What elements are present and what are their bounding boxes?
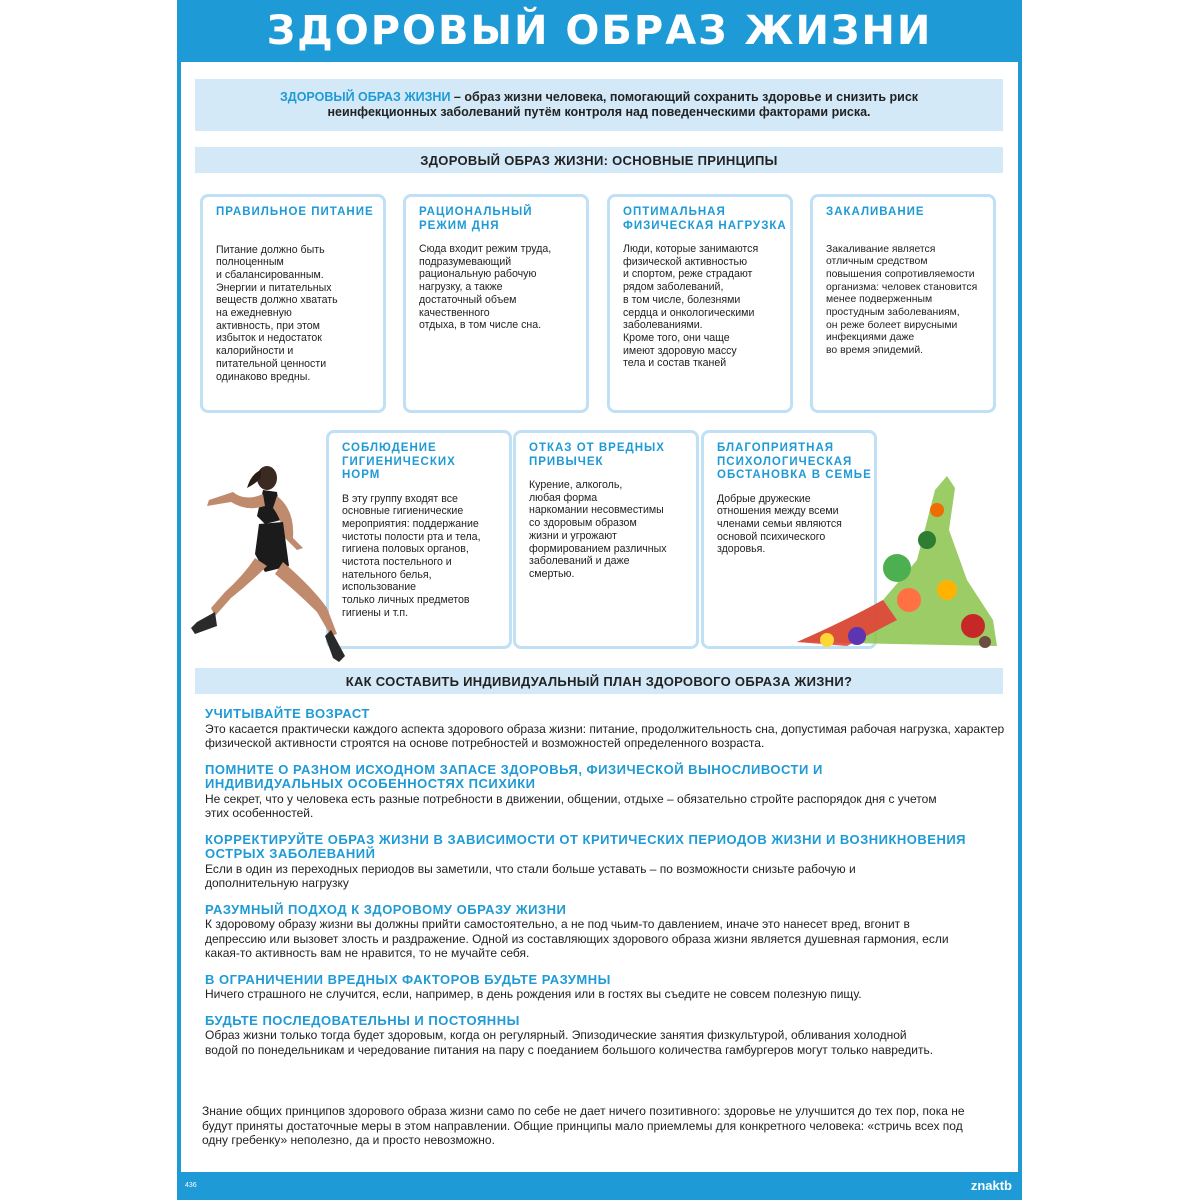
principles-header: ЗДОРОВЫЙ ОБРАЗ ЖИЗНИ: ОСНОВНЫЕ ПРИНЦИПЫ xyxy=(195,147,1003,173)
principle-title: СОБЛЮДЕНИЕ ГИГИЕНИЧЕСКИХ НОРМ xyxy=(342,442,456,481)
plan-item-title: В ОГРАНИЧЕНИИ ВРЕДНЫХ ФАКТОРОВ БУДЬТЕ РАЗУМНЫ xyxy=(205,971,611,987)
definition-text: – образ жизни человека, помогающий сохранить здоровье и снизить риск неинфекционных заболеваний путём контроля над поведенческими факторами риска. xyxy=(327,90,919,119)
plan-item-text: Это касается практически каждого аспекта здорового образа жизни: питание, продолжительность сна, допустимая рабочая нагрузка, характер физической активности строятся на основе потребностей и возможностей определенного возраста. xyxy=(205,721,1005,750)
vegetable-yoga-illustration xyxy=(787,470,1002,650)
principle-card-nutrition xyxy=(200,194,386,413)
plan-item-title: РАЗУМНЫЙ ПОДХОД К ЗДОРОВОМУ ОБРАЗУ ЖИЗНИ xyxy=(205,901,567,917)
principle-text: Курение, алкоголь, любая форма наркомании несовместимы со здоровым образом жизни и угрожают формированием различных заболеваний и даже смертью. xyxy=(529,479,667,580)
principle-title: ПРАВИЛЬНОЕ ПИТАНИЕ xyxy=(216,206,374,218)
plan-item xyxy=(205,973,1005,1002)
plan-item-text: Если в один из переходных периодов вы заметили, что стали больше уставать – по возможности снизьте рабочую и дополнительную нагрузку xyxy=(205,861,856,890)
poster xyxy=(177,0,1022,1200)
principle-card-bad-habits xyxy=(513,430,699,649)
plan-item xyxy=(205,833,1005,891)
principle-text: Питание должно быть полноценным и сбалансированным. Энергии и питательных веществ должно хватать на ежедневную активность, при этом избыток и недостаток калорийности и питательной ценности одинаково вредны. xyxy=(216,243,338,383)
footer-text: Знание общих принципов здорового образа жизни само по себе не дает ничего позитивного: здоровье не улучшится до тех пор, пока не будут приняты достаточные меры в этом направлении. Общие принципы мало приемлемы для конкретного человека: «стричь всех под одну гребенку» неполезно, да и просто невозможно. xyxy=(202,1104,965,1147)
plan-item xyxy=(205,1014,1005,1058)
principle-card-physical-activity xyxy=(607,194,793,413)
bottom-bar xyxy=(177,1172,1022,1200)
plan-item xyxy=(205,903,1005,961)
plan-item-text: Образ жизни только тогда будет здоровым, когда он регулярный. Эпизодические занятия физкультурой, обливания холодной водой по понедельникам и чередование питания на пару с поеданием большого количества гамбургеров могут только навредить. xyxy=(205,1028,934,1057)
plan-item-text: Ничего страшного не случится, если, например, в день рождения или в гостях вы съедите не совсем полезную пищу. xyxy=(205,987,862,1001)
principle-title: РАЦИОНАЛЬНЫЙ РЕЖИМ ДНЯ xyxy=(419,206,533,232)
plan-item-title: БУДЬТЕ ПОСЛЕДОВАТЕЛЬНЫ И ПОСТОЯННЫ xyxy=(205,1012,520,1028)
plan-item-title: КОРРЕКТИРУЙТЕ ОБРАЗ ЖИЗНИ В ЗАВИСИМОСТИ ОТ КРИТИЧЕСКИХ ПЕРИОДОВ ЖИЗНИ И ВОЗНИКНОВЕНИЯ ОСТРЫХ ЗАБОЛЕВАНИЙ xyxy=(205,831,967,861)
principle-title: ЗАКАЛИВАНИЕ xyxy=(826,206,925,218)
definition-box xyxy=(195,79,1003,131)
principle-text: Люди, которые занимаются физической активностью и спортом, реже страдают рядом заболеваний, в том числе, болезнями сердца и онкологическими заболеваниями. Кроме того, они чаще имеют здоровую массу тела и состав тканей xyxy=(623,243,759,370)
poster-title: ЗДОРОВЫЙ ОБРАЗ ЖИЗНИ xyxy=(266,8,933,54)
principle-title: ОПТИМАЛЬНАЯ ФИЗИЧЕСКАЯ НАГРУЗКА xyxy=(623,206,787,232)
principle-card-daily-regime xyxy=(403,194,589,413)
principle-text: В эту группу входят все основные гигиенические мероприятия: поддержание чистоты полости рта и тела, гигиена половых органов, чистота постельного и нательного белья, использование только личных предметов гигиены и т.п. xyxy=(342,492,481,619)
principle-text: Сюда входит режим труда, подразумевающий рациональную рабочую нагрузку, а также достаточный объем качественного отдыха, в том числе сна. xyxy=(419,243,552,332)
definition-term: ЗДОРОВЫЙ ОБРАЗ ЖИЗНИ xyxy=(279,90,451,104)
principle-title: ОТКАЗ ОТ ВРЕДНЫХ ПРИВЫЧЕК xyxy=(529,442,665,468)
plan-header: КАК СОСТАВИТЬ ИНДИВИДУАЛЬНЫЙ ПЛАН ЗДОРОВОГО ОБРАЗА ЖИЗНИ? xyxy=(195,668,1003,694)
plan-item xyxy=(205,707,1005,751)
title-bar xyxy=(177,0,1022,62)
plan-item-text: К здоровому образу жизни вы должны прийти самостоятельно, а не под чьим-то давлением, иначе это нанесет вред, вгонит в депрессию или вызовет злость и раздражение. Одной из составляющих здорового образа жизни является душевная гармония, если какая-то активность вам не нравится, то не мучайте себя. xyxy=(205,917,949,960)
poster-code: 436 xyxy=(185,1182,197,1189)
brand-logo: znaktb xyxy=(970,1178,1012,1193)
principle-text: Закаливание является отличным средством повышения сопротивляемости организма: человек становится менее подверженным простудным заболеваниям, он реже болеет вирусными инфекциями даже во время эпидемий. xyxy=(826,243,978,357)
plan-item-title: УЧИТЫВАЙТЕ ВОЗРАСТ xyxy=(205,706,370,721)
principle-text: Добрые дружеские отношения между всеми членами семьи являются основой психического здоровья. xyxy=(717,492,842,556)
plan-item xyxy=(205,763,1005,821)
principle-card-hardening xyxy=(810,194,996,413)
principle-title: БЛАГОПРИЯТНАЯ ПСИХОЛОГИЧЕСКАЯ ОБСТАНОВКА В СЕМЬЕ xyxy=(717,442,872,481)
plan-item-text: Не секрет, что у человека есть разные потребности в движении, общении, отдыхе – обязательно стройте распорядок дня с учетом этих особенностей. xyxy=(205,791,937,820)
runner-illustration xyxy=(185,458,355,668)
plan-list xyxy=(205,707,1005,1069)
plan-item-title: ПОМНИТЕ О РАЗНОМ ИСХОДНОМ ЗАПАСЕ ЗДОРОВЬЯ, ФИЗИЧЕСКОЙ ВЫНОСЛИВОСТИ И ИНДИВИДУАЛЬНЫХ ОСОБЕННОСТЯХ ПСИХИКИ xyxy=(205,761,823,791)
